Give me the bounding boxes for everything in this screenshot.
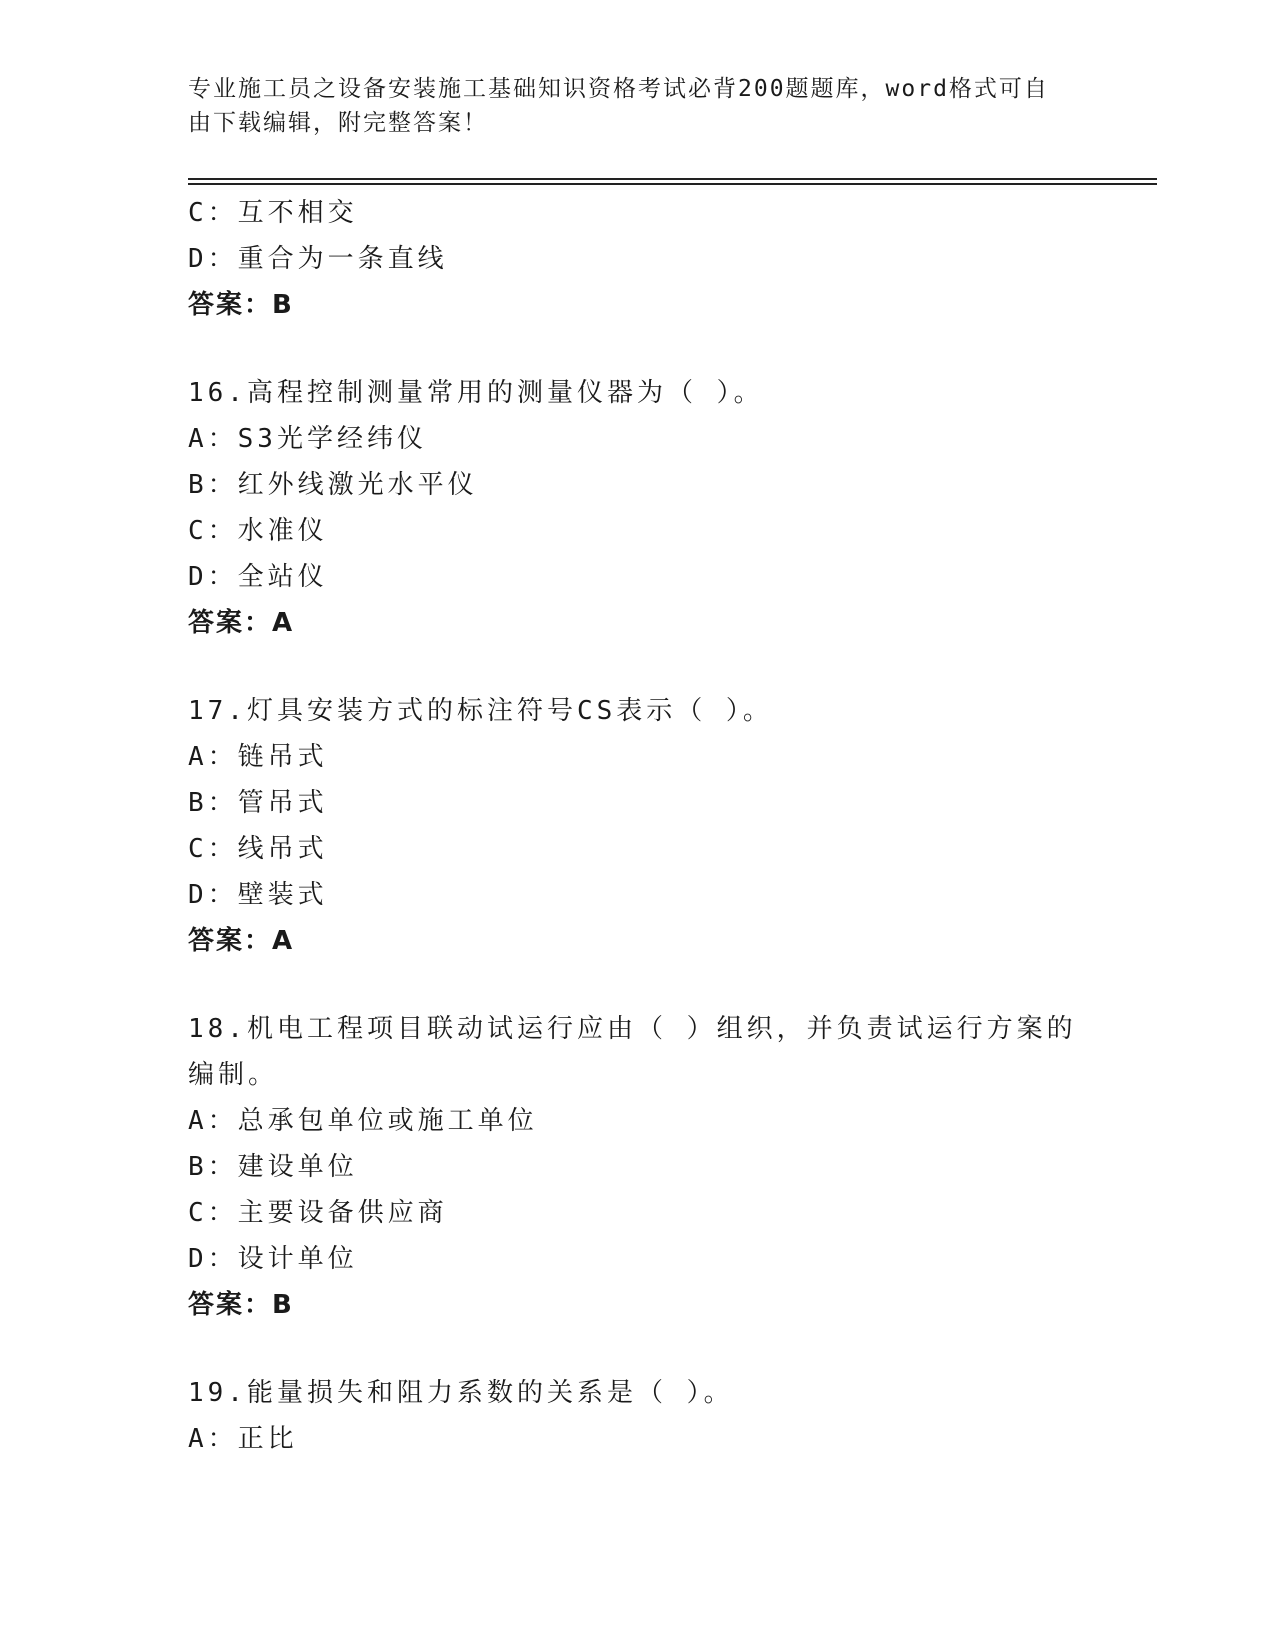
option-d: D：壁装式 bbox=[188, 880, 328, 910]
question-16 bbox=[188, 370, 1088, 646]
option-c: C：水准仪 bbox=[188, 516, 328, 546]
document-header bbox=[188, 72, 1068, 140]
question-title: 16.高程控制测量常用的测量仪器为（ ）。 bbox=[188, 378, 764, 408]
question-19 bbox=[188, 1370, 1088, 1462]
option-a: A：链吊式 bbox=[188, 742, 328, 772]
leading-question-fragment bbox=[188, 190, 1088, 328]
question-title: 17.灯具安装方式的标注符号CS表示（ ）。 bbox=[188, 696, 773, 726]
answer-line: 答案：A bbox=[188, 926, 295, 956]
header-divider-bottom bbox=[188, 183, 1157, 185]
question-title: 19.能量损失和阻力系数的关系是（ ）。 bbox=[188, 1378, 734, 1408]
option-b: B：红外线激光水平仪 bbox=[188, 470, 478, 500]
question-list bbox=[188, 190, 1088, 1462]
spacer bbox=[188, 1328, 1088, 1370]
question-17 bbox=[188, 688, 1088, 964]
answer-line: 答案：B bbox=[188, 1290, 294, 1320]
spacer bbox=[188, 328, 1088, 370]
spacer bbox=[188, 646, 1088, 688]
option-d: D：设计单位 bbox=[188, 1244, 358, 1274]
header-divider-top bbox=[188, 178, 1157, 180]
option-b: B：建设单位 bbox=[188, 1152, 358, 1182]
header-text: 专业施工员之设备安装施工基础知识资格考试必背200题题库，word格式可自由下载编辑，附完整答案！ bbox=[188, 76, 1049, 136]
option-c: C：线吊式 bbox=[188, 834, 328, 864]
option-c: C：主要设备供应商 bbox=[188, 1198, 448, 1228]
answer-line: 答案：B bbox=[188, 290, 294, 320]
option-b: B：管吊式 bbox=[188, 788, 328, 818]
question-18 bbox=[188, 1006, 1088, 1328]
option-c: C：互不相交 bbox=[188, 198, 358, 228]
option-a: A：正比 bbox=[188, 1424, 298, 1454]
option-d: D：全站仪 bbox=[188, 562, 328, 592]
question-title: 18.机电工程项目联动试运行应由（ ）组织，并负责试运行方案的编制。 bbox=[188, 1014, 1077, 1090]
option-a: A：S3光学经纬仪 bbox=[188, 424, 427, 454]
option-a: A：总承包单位或施工单位 bbox=[188, 1106, 538, 1136]
option-d: D：重合为一条直线 bbox=[188, 244, 448, 274]
spacer bbox=[188, 964, 1088, 1006]
answer-line: 答案：A bbox=[188, 608, 295, 638]
